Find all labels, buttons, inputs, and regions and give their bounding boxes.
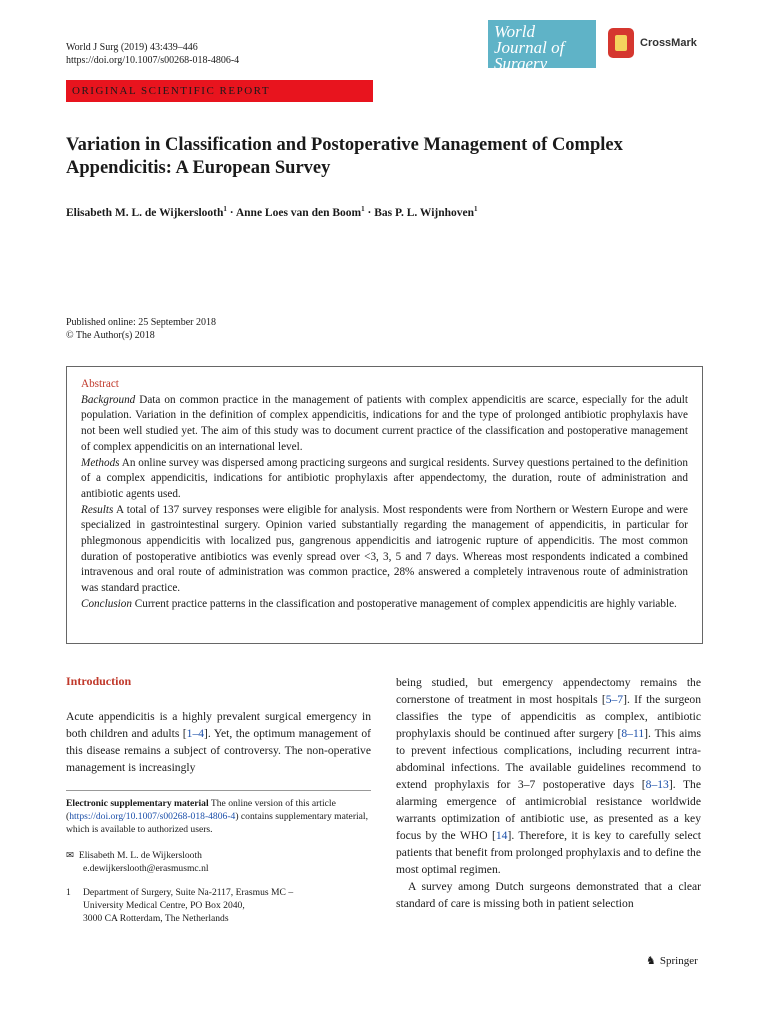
- abstract-conclusion: Conclusion Current practice patterns in the classification and postoperative management of complex appendicitis are highly variable.: [81, 597, 677, 610]
- publication-info: [66, 316, 216, 342]
- ref-link[interactable]: 5–7: [605, 693, 624, 706]
- springer-icon: ♞: [646, 955, 656, 967]
- envelope-icon: ✉: [66, 850, 75, 861]
- crossmark-label: CrossMark: [640, 37, 697, 49]
- publisher-logo: ♞ Springer: [646, 954, 698, 967]
- crossmark-button[interactable]: [608, 28, 697, 58]
- abstract-heading: Abstract: [81, 378, 119, 390]
- abstract-box: [66, 366, 703, 644]
- abstract-results: Results A total of 137 survey responses were eligible for analysis. Most respondents were from Northern or Western Europe and were specialized in gastrointestinal surgery. Opinion varied substantially regarding the management of appendicitis, in particular for phlegmonous appendicitis with localized pus, gangrenous appendicitis and iatrogenic rupture of appendicitis. The most common duration of postoperative antibiotics was evenly spread over <3, 3, 5 and 7 days. Whereas most respondents indicated a combined intravenous and oral route of administration was common practice, 28% answered a completely intravenous route of administration was standard practice.: [81, 503, 688, 595]
- journal-logo: World Journal of Surgery: [488, 20, 596, 68]
- copyright: © The Author(s) 2018: [66, 330, 155, 341]
- ref-link[interactable]: 1–4: [186, 727, 205, 740]
- affiliation: 1 Department of Surgery, Suite Na-2117, Erasmus MC – University Medical Centre, PO Box 2040, 3000 CA Rotterdam, The Netherlands: [66, 887, 294, 924]
- intro-left-column: Acute appendicitis is a highly prevalent surgical emergency in both children and adults [1–4]. Yet, the optimum management of this disease remains a subject of controversy. The non-operative management is increasingly: [66, 710, 371, 774]
- doi-link[interactable]: https://doi.org/10.1007/s00268-018-4806-4: [66, 55, 240, 66]
- published-date: Published online: 25 September 2018: [66, 317, 216, 328]
- corresponding-author: ✉ Elisabeth M. L. de Wijkerslooth e.dewijkerslooth@erasmusmc.nl: [66, 849, 371, 875]
- introduction-heading: Introduction: [66, 674, 132, 688]
- article-type-banner: ORIGINAL SCIENTIFIC REPORT: [66, 80, 373, 102]
- supplementary-link[interactable]: https://doi.org/10.1007/s00268-018-4806-4: [69, 811, 236, 822]
- author-1[interactable]: Elisabeth M. L. de Wijkerslooth: [66, 206, 224, 219]
- author-2[interactable]: Anne Loes van den Boom: [235, 206, 362, 219]
- author-list: Elisabeth M. L. de Wijkerslooth$^1$ · Anne Loes van den Boom$^1$ · Bas P. L. Wijnhoven$^1$: [66, 205, 478, 219]
- ref-link[interactable]: 8–13: [645, 778, 669, 791]
- abstract-methods: Methods An online survey was dispersed among practicing surgeons and surgical residents. Survey questions pertained to the definition of a complex appendicitis, indications for antibiotic prophylaxis after appendectomy, the duration, route of administration and antibiotic agents used.: [81, 456, 688, 500]
- footnote-divider: [66, 790, 371, 791]
- author-email[interactable]: e.dewijkerslooth@erasmusmc.nl: [83, 863, 209, 874]
- ref-link[interactable]: 8–11: [621, 727, 645, 740]
- author-3[interactable]: Bas P. L. Wijnhoven: [374, 206, 475, 219]
- supplementary-note: Electronic supplementary material The online version of this article (https://doi.org/10.1007/s00268-018-4806-4) contains supplementary material, which is available to authorized users.: [66, 798, 368, 835]
- article-title: Variation in Classification and Postoperative Management of Complex Appendicitis: A European Survey: [66, 135, 623, 178]
- intro-right-column: being studied, but emergency appendectomy remains the cornerstone of treatment in most hospitals [5–7]. If the surgeon classifies the type of appendicitis as complex, antibiotic prophylaxis should be continued after surgery [8–11]. This aims to prevent infectious complications, including recurrent intra-abdominal infections. The available guidelines recommend to extend prophylaxis for 3–7 postoperative days [8–13]. The alarming emergence of antimicrobial resistance worldwide warrants optimization of antibiotic use, as presented as a key focus by the WHO [14]. Therefore, it is key to carefully select patients that benefit from prolonged prophylaxis and to define the most optimal regimen. A survey among Dutch surgeons demonstrated that a clear standard of care is missing both in patient selection: [396, 676, 701, 910]
- ref-link[interactable]: 14: [495, 829, 508, 842]
- crossmark-icon: [608, 28, 634, 58]
- journal-info: [66, 41, 366, 67]
- abstract-background: Background Data on common practice in the management of patients with complex appendicitis are scarce, especially for the adult population. Variation in the definition of complex appendicitis, indications for and the type of prolonged antibiotic prophylaxis have not been well studied yet. The aim of this study was to document current practice of the classification and postoperative management of complex appendicitis on an international level.: [81, 393, 689, 453]
- citation: World J Surg (2019) 43:439–446: [66, 42, 198, 53]
